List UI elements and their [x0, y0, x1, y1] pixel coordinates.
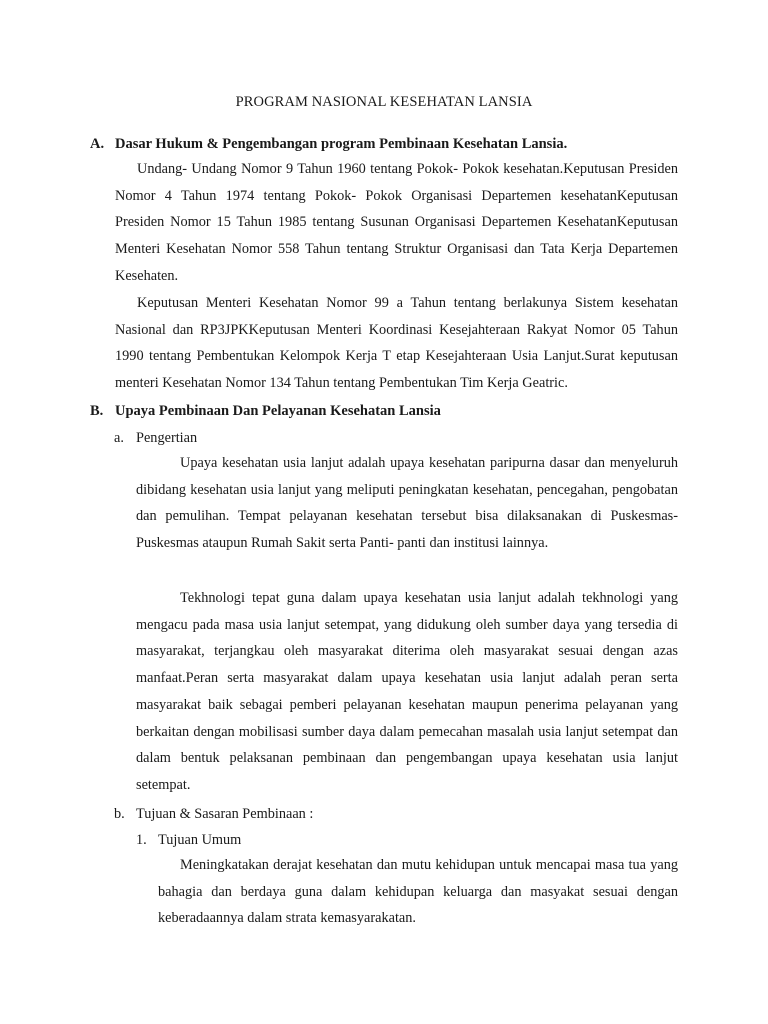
subsection-a-paragraph-1: Upaya kesehatan usia lanjut adalah upaya kesehatan paripurna dasar dan menyeluruh dibidang kesehatan usia lanjut yang meliputi peningkatan kesehatan, pencegahan, pengobatan dan pemulihan. Tempat pelayanan kesehatan tersebut bisa dilaksanakan di Puskesmas- Puskesmas ataupun Rumah Sakit serta Panti- panti dan institusi lainnya.: [136, 455, 678, 552]
subsection-b-label: b.: [114, 806, 125, 822]
item-1-title: Tujuan Umum: [158, 832, 242, 848]
subsection-a-label: a.: [114, 430, 124, 446]
item-1-label: 1.: [136, 832, 147, 848]
subsection-b-title: Tujuan & Sasaran Pembinaan :: [136, 806, 314, 822]
section-a-label: A.: [90, 136, 105, 152]
section-a-title: Dasar Hukum & Pengembangan program Pembinaan Kesehatan Lansia.: [115, 136, 568, 152]
section-b-title: Upaya Pembinaan Dan Pelayanan Kesehatan Lansia: [115, 403, 441, 419]
item-1-paragraph: Meningkatakan derajat kesehatan dan mutu kehidupan untuk mencapai masa tua yang bahagia dan berdaya guna dalam kehidupan keluarga dan masyakat sesuai dengan keberadaannya dalam strata kemasyarakatan.: [158, 857, 678, 927]
section-b-label: B.: [90, 403, 104, 419]
document-title: PROGRAM NASIONAL KESEHATAN LANSIA: [235, 94, 533, 110]
section-a-paragraph-2: Keputusan Menteri Kesehatan Nomor 99 a Tahun tentang berlakunya Sistem kesehatan Nasional dan RP3JPKKeputusan Menteri Koordinasi Kesejahteraan Rakyat Nomor 05 Tahun 1990 tentang Pembentukan Kelompok Kerja T etap Kesejahteraan Usia Lanjut.Surat keputusan menteri Kesehatan Nomor 134 Tahun tentang Pembentukan Tim Kerja Geatric.: [115, 295, 678, 392]
subsection-a-paragraph-2: Tekhnologi tepat guna dalam upaya kesehatan usia lanjut adalah tekhnologi yang mengacu pada masa usia lanjut setempat, yang didukung oleh sumber daya yang tersedia di masyarakat, terjangkau oleh masyarakat diterima oleh masyarakat sesuai dengan azas manfaat.Peran serta masyarakat dalam upaya kesehatan usia lanjut adalah peran serta masyarakat baik sebagai pemberi pelayanan kesehatan maupun penerima pelayanan yang berkaitan dengan mobilisasi sumber daya dalam pemecahan masalah usia lanjut setempat dan dalam bentuk pelaksanan pembinaan dan pengembangan upaya kesehatan usia lanjut setempat.: [136, 590, 678, 793]
section-a-paragraph-1: Undang- Undang Nomor 9 Tahun 1960 tentang Pokok- Pokok kesehatan.Keputusan Presiden Nomor 4 Tahun 1974 tentang Pokok- Pokok Organisasi Departemen kesehatanKeputusan Presiden Nomor 15 Tahun 1985 tentang Susunan Organisasi Departemen KesehatanKeputusan Menteri Kesehatan Nomor 558 Tahun tentang Struktur Organisasi dan Tata Kerja Departemen Kesehaten.: [115, 161, 678, 284]
subsection-a-title: Pengertian: [136, 430, 198, 446]
